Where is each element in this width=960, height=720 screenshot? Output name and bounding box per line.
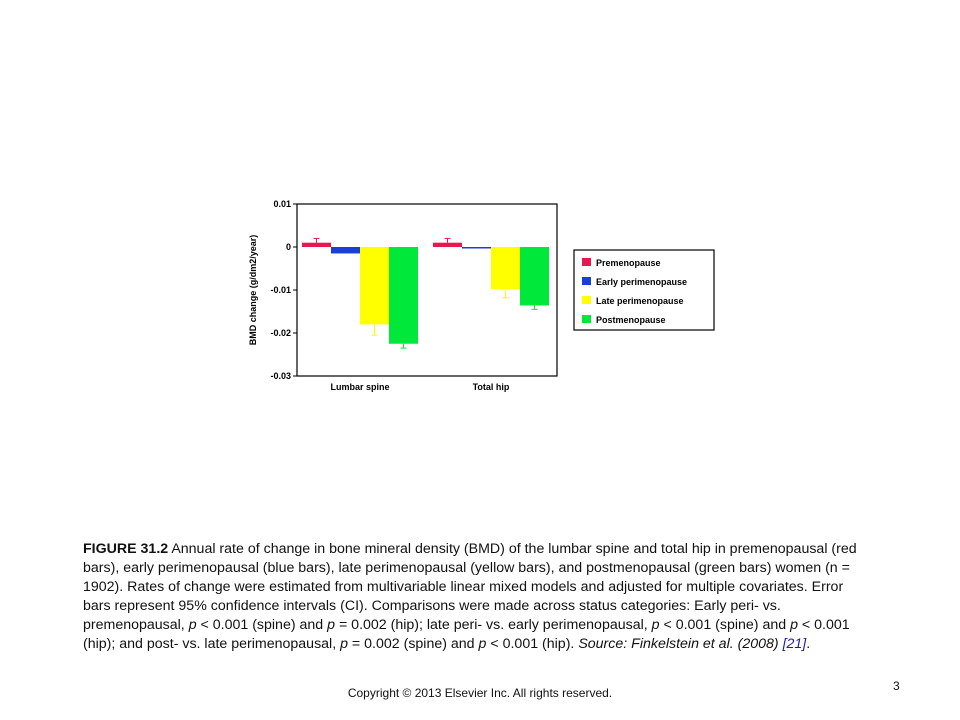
- bar: [433, 243, 462, 247]
- legend: [574, 250, 714, 330]
- y-axis-label: BMD change (g/dm2/year): [248, 234, 258, 346]
- caption-p: p: [340, 636, 348, 652]
- caption-p: p: [651, 617, 660, 633]
- legend-swatch: [582, 315, 591, 323]
- bar: [331, 247, 360, 253]
- bar: [389, 247, 418, 344]
- legend-swatch: [582, 258, 591, 266]
- figure-caption: [83, 540, 873, 654]
- legend-label: Early perimenopause: [596, 277, 688, 287]
- x-category-label: Lumbar spine: [330, 382, 390, 392]
- bar: [462, 247, 491, 249]
- page-number: 3: [893, 679, 900, 693]
- plot-area: [248, 199, 557, 392]
- reference-link[interactable]: [21]: [782, 636, 807, 652]
- y-tick-label: 0: [285, 242, 291, 252]
- plot-frame: [297, 204, 557, 376]
- caption-text: < 0.001 (hip); and post- vs. late perimenopausal,: [83, 617, 850, 652]
- caption-source: Source: Finkelstein et al. (2008): [578, 636, 783, 652]
- legend-label: Late perimenopause: [596, 296, 684, 306]
- caption-p: p: [790, 617, 798, 633]
- caption-text: < 0.001 (hip).: [486, 636, 579, 652]
- bar: [520, 247, 549, 305]
- y-tick-label: -0.03: [270, 371, 291, 381]
- caption-text: < 0.001 (spine) and: [196, 617, 328, 633]
- legend-label: Premenopause: [596, 258, 661, 268]
- legend-label: Postmenopause: [596, 315, 666, 325]
- copyright-notice: Copyright © 2013 Elsevier Inc. All rights reserved.: [347, 686, 613, 700]
- caption-p: p: [327, 617, 336, 633]
- caption-text: .: [806, 636, 811, 652]
- caption-text: = 0.002 (hip); late peri- vs. early perimenopausal,: [335, 617, 652, 633]
- y-tick-label: 0.01: [273, 199, 291, 209]
- y-tick-label: -0.01: [270, 285, 291, 295]
- y-tick-label: -0.02: [270, 328, 291, 338]
- caption-text: = 0.002 (spine) and: [347, 636, 479, 652]
- caption-text: < 0.001 (spine) and: [659, 617, 791, 633]
- figure-label: FIGURE 31.2: [83, 541, 169, 557]
- legend-swatch: [582, 296, 591, 304]
- caption-text: Annual rate of change in bone mineral density (BMD) of the lumbar spine and total hip in premenopausal (red bars), early perimenopausal (blue bars), late perimenopausal (yellow bars), and postmenopausal (green bars) women (n = 1902). Rates of change were estimated from multivariable linear mixed models and adjusted for multiple covariates. Error bars represent 95% confidence intervals (CI). Comparisons were made across status categories: Early peri- vs. premenopausal,: [83, 541, 857, 633]
- bar: [360, 247, 389, 324]
- caption-p: p: [188, 617, 197, 633]
- bar: [302, 243, 331, 247]
- x-category-label: Total hip: [472, 382, 510, 392]
- bar: [491, 247, 520, 289]
- legend-swatch: [582, 277, 591, 285]
- caption-p: p: [478, 636, 487, 652]
